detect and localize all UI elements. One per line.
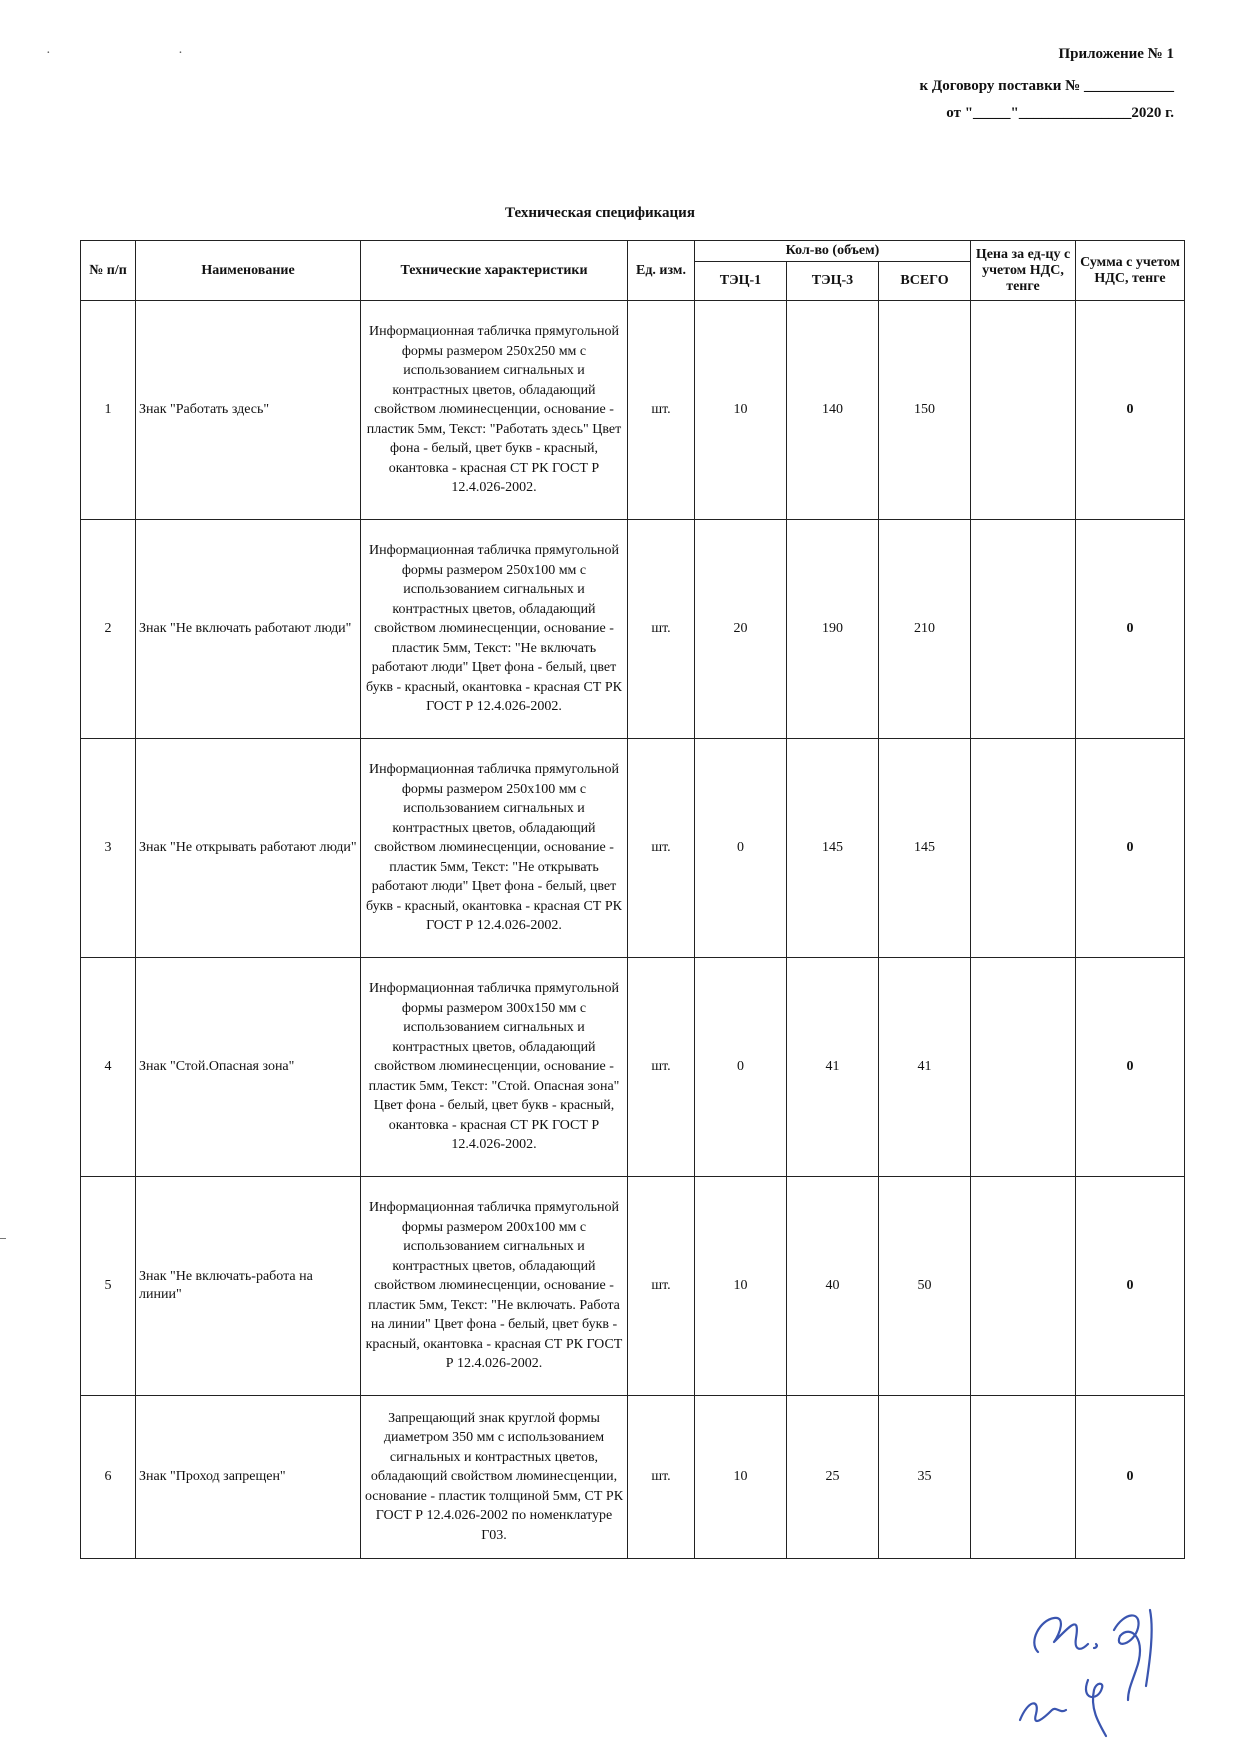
table-header-row — [81, 241, 1185, 262]
row-specs: Информационная табличка прямугольной формы размером 250х100 мм с использованием сигнальных и контрастных цветов, обладающий свойством люминесценции, основание - пластик 5мм, Текст: "Не открывать работают люди" Цвет фона - белый, цвет букв - красный, окантовка - красная СТ РК ГОСТ Р 12.4.026-2002. — [361, 739, 628, 958]
row-no: 4 — [81, 958, 136, 1177]
row-no: 3 — [81, 739, 136, 958]
row-no: 5 — [81, 1177, 136, 1396]
row-tec1: 0 — [695, 958, 787, 1177]
row-tec3: 25 — [787, 1396, 879, 1559]
header-no: № п/п — [81, 241, 136, 301]
row-tec3: 190 — [787, 520, 879, 739]
row-unit: шт. — [628, 301, 695, 520]
header-tec3: ТЭЦ-3 — [787, 262, 879, 301]
header-specs: Технические характеристики — [361, 241, 628, 301]
contract-reference: к Договору поставки № ____________ — [919, 78, 1174, 94]
row-tec3: 145 — [787, 739, 879, 958]
row-specs: Информационная табличка прямугольной формы размером 300х150 мм с использованием сигнальных и контрастных цветов, обладающий свойством люминесценции, основание - пластик 5мм, Текст: "Стой. Опасная зона" Цвет фона - белый, цвет букв - красный, окантовка - красная СТ РК ГОСТ Р 12.4.026-2002. — [361, 958, 628, 1177]
row-name: Знак "Стой.Опасная зона" — [136, 958, 361, 1177]
header-total: ВСЕГО — [879, 262, 971, 301]
row-sum: 0 — [1076, 1396, 1185, 1559]
row-tec1: 10 — [695, 1177, 787, 1396]
row-tec1: 0 — [695, 739, 787, 958]
row-sum: 0 — [1076, 739, 1185, 958]
row-tec3: 140 — [787, 301, 879, 520]
row-name: Знак "Не открывать работают люди" — [136, 739, 361, 958]
row-unit: шт. — [628, 958, 695, 1177]
header-quantity: Кол-во (объем) — [695, 241, 971, 262]
row-name: Знак "Не включать-работа на линии" — [136, 1177, 361, 1396]
table-row — [81, 958, 1185, 1177]
table-row — [81, 1177, 1185, 1396]
row-unit: шт. — [628, 739, 695, 958]
contract-date: от "_____"_______________2020 г. — [946, 105, 1174, 121]
row-price — [971, 1396, 1076, 1559]
row-tec3: 40 — [787, 1177, 879, 1396]
row-unit: шт. — [628, 1177, 695, 1396]
appendix-label: Приложение № 1 — [1058, 46, 1174, 62]
handwritten-signature — [1010, 1590, 1190, 1740]
row-total: 210 — [879, 520, 971, 739]
row-no: 2 — [81, 520, 136, 739]
row-specs: Информационная табличка прямугольной формы размером 200х100 мм с использованием сигнальных и контрастных цветов, обладающий свойством люминесценции, основание - пластик 5мм, Текст: "Не включать. Работа на линии" Цвет фона - белый, цвет букв - красный, окантовка - красная СТ РК ГОСТ Р 12.4.026-2002. — [361, 1177, 628, 1396]
row-no: 1 — [81, 301, 136, 520]
row-sum: 0 — [1076, 520, 1185, 739]
row-sum: 0 — [1076, 958, 1185, 1177]
row-price — [971, 520, 1076, 739]
signature-strokes — [1020, 1610, 1152, 1736]
row-tec1: 10 — [695, 1396, 787, 1559]
row-price — [971, 301, 1076, 520]
row-sum: 0 — [1076, 301, 1185, 520]
table-row — [81, 520, 1185, 739]
row-tec1: 20 — [695, 520, 787, 739]
row-sum: 0 — [1076, 1177, 1185, 1396]
header-name: Наименование — [136, 241, 361, 301]
row-name: Знак "Работать здесь" — [136, 301, 361, 520]
header-tec1: ТЭЦ-1 — [695, 262, 787, 301]
row-price — [971, 958, 1076, 1177]
row-total: 145 — [879, 739, 971, 958]
row-total: 50 — [879, 1177, 971, 1396]
row-total: 150 — [879, 301, 971, 520]
row-unit: шт. — [628, 520, 695, 739]
scan-margin-mark — [0, 1238, 6, 1239]
document-title: Техническая спецификация — [505, 205, 695, 221]
row-name: Знак "Не включать работают люди" — [136, 520, 361, 739]
row-price — [971, 1177, 1076, 1396]
header-price: Цена за ед-цу с учетом НДС, тенге — [971, 241, 1076, 301]
row-tec1: 10 — [695, 301, 787, 520]
row-total: 41 — [879, 958, 971, 1177]
table-row — [81, 301, 1185, 520]
row-specs: Информационная табличка прямугольной формы размером 250х250 мм с использованием сигнальных и контрастных цветов, обладающий свойством люминесценции, основание - пластик 5мм, Текст: "Работать здесь" Цвет фона - белый, цвет букв - красный, окантовка - красная СТ РК ГОСТ Р 12.4.026-2002. — [361, 301, 628, 520]
table-row — [81, 1396, 1185, 1559]
header-sum: Сумма с учетом НДС, тенге — [1076, 241, 1185, 301]
row-total: 35 — [879, 1396, 971, 1559]
specification-table — [80, 240, 1185, 1559]
row-name: Знак "Проход запрещен" — [136, 1396, 361, 1559]
row-tec3: 41 — [787, 958, 879, 1177]
row-no: 6 — [81, 1396, 136, 1559]
scan-specks: · · — [46, 46, 245, 61]
table-row — [81, 739, 1185, 958]
row-price — [971, 739, 1076, 958]
row-specs: Запрещающий знак круглой формы диаметром 350 мм с использованием сигнальных и контрастных цветов, обладающий свойством люминесценции, основание - пластик толщиной 5мм, СТ РК ГОСТ Р 12.4.026-2002 по номенклатуре Г03. — [361, 1396, 628, 1559]
header-unit: Ед. изм. — [628, 241, 695, 301]
row-specs: Информационная табличка прямугольной формы размером 250х100 мм с использованием сигнальных и контрастных цветов, обладающий свойством люминесценции, основание - пластик 5мм, Текст: "Не включать работают люди" Цвет фона - белый, цвет букв - красный, окантовка - красная СТ РК ГОСТ Р 12.4.026-2002. — [361, 520, 628, 739]
row-unit: шт. — [628, 1396, 695, 1559]
